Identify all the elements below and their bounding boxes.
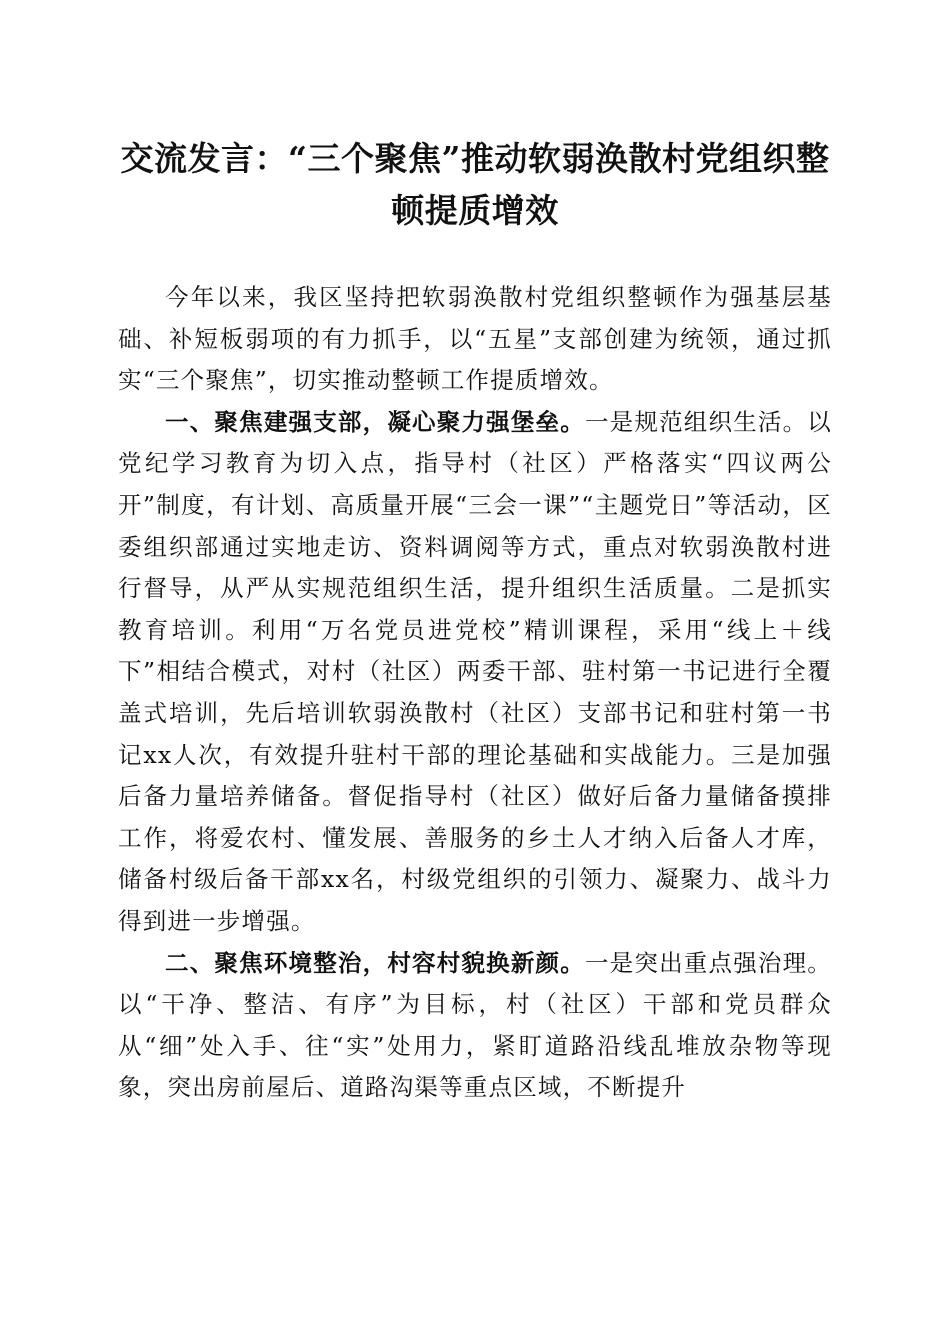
intro-paragraph [118,277,832,402]
document-title: 交流发言：“三个聚焦”推动软弱涣散村党组织整顿提质增效 [120,139,830,230]
paragraph-text: 一是规范组织生活。以党纪学习教育为切入点，指导村（社区）严格落实“四议两公开”制度，有计划、高质量开展“三会一课”“主题党日”等活动，区委组织部通过实地走访、资料调阅等方式，重点对软弱涣散村进行督导，从严从实规范组织生活，提升组织生活质量。二是抓实教育培训。利用“万名党员进党校”精训课程，采用“线上＋线下”相结合模式，对村（社区）两委干部、驻村第一书记进行全覆盖式培训，先后培训软弱涣散村（社区）支部书记和驻村第一书记xx人次，有效提升驻村干部的理论基础和实战能力。三是加强后备力量培养储备。督促指导村（社区）做好后备力量储备摸排工作，将爱农村、懂发展、善服务的乡土人才纳入后备人才库，储备村级后备干部xx名，村级党组织的引领力、凝聚力、战斗力得到进一步增强。 [118,407,833,935]
section-one-heading: 一、聚焦建强支部，凝心聚力强堡垒。 [165,407,585,436]
paragraph-text: 今年以来，我区坚持把软弱涣散村党组织整顿作为强基层基础、补短板弱项的有力抓手，以“五星”支部创建为统领，通过抓实“三个聚焦”，切实推动整顿工作提质增效。 [118,283,832,395]
document-body [118,277,832,1109]
section-one-paragraph [118,402,832,943]
section-two-heading: 二、聚焦环境整治，村容村貌换新颜。 [165,948,585,977]
section-two-paragraph [118,943,832,1109]
paragraph-text: 一是突出重点强治理。以“干净、整洁、有序”为目标，村（社区）干部和党员群众从“细”处入手、往“实”处用力，紧盯道路沿线乱堆放杂物等现象，突出房前屋后、道路沟渠等重点区域，不断提升 [118,948,833,1102]
